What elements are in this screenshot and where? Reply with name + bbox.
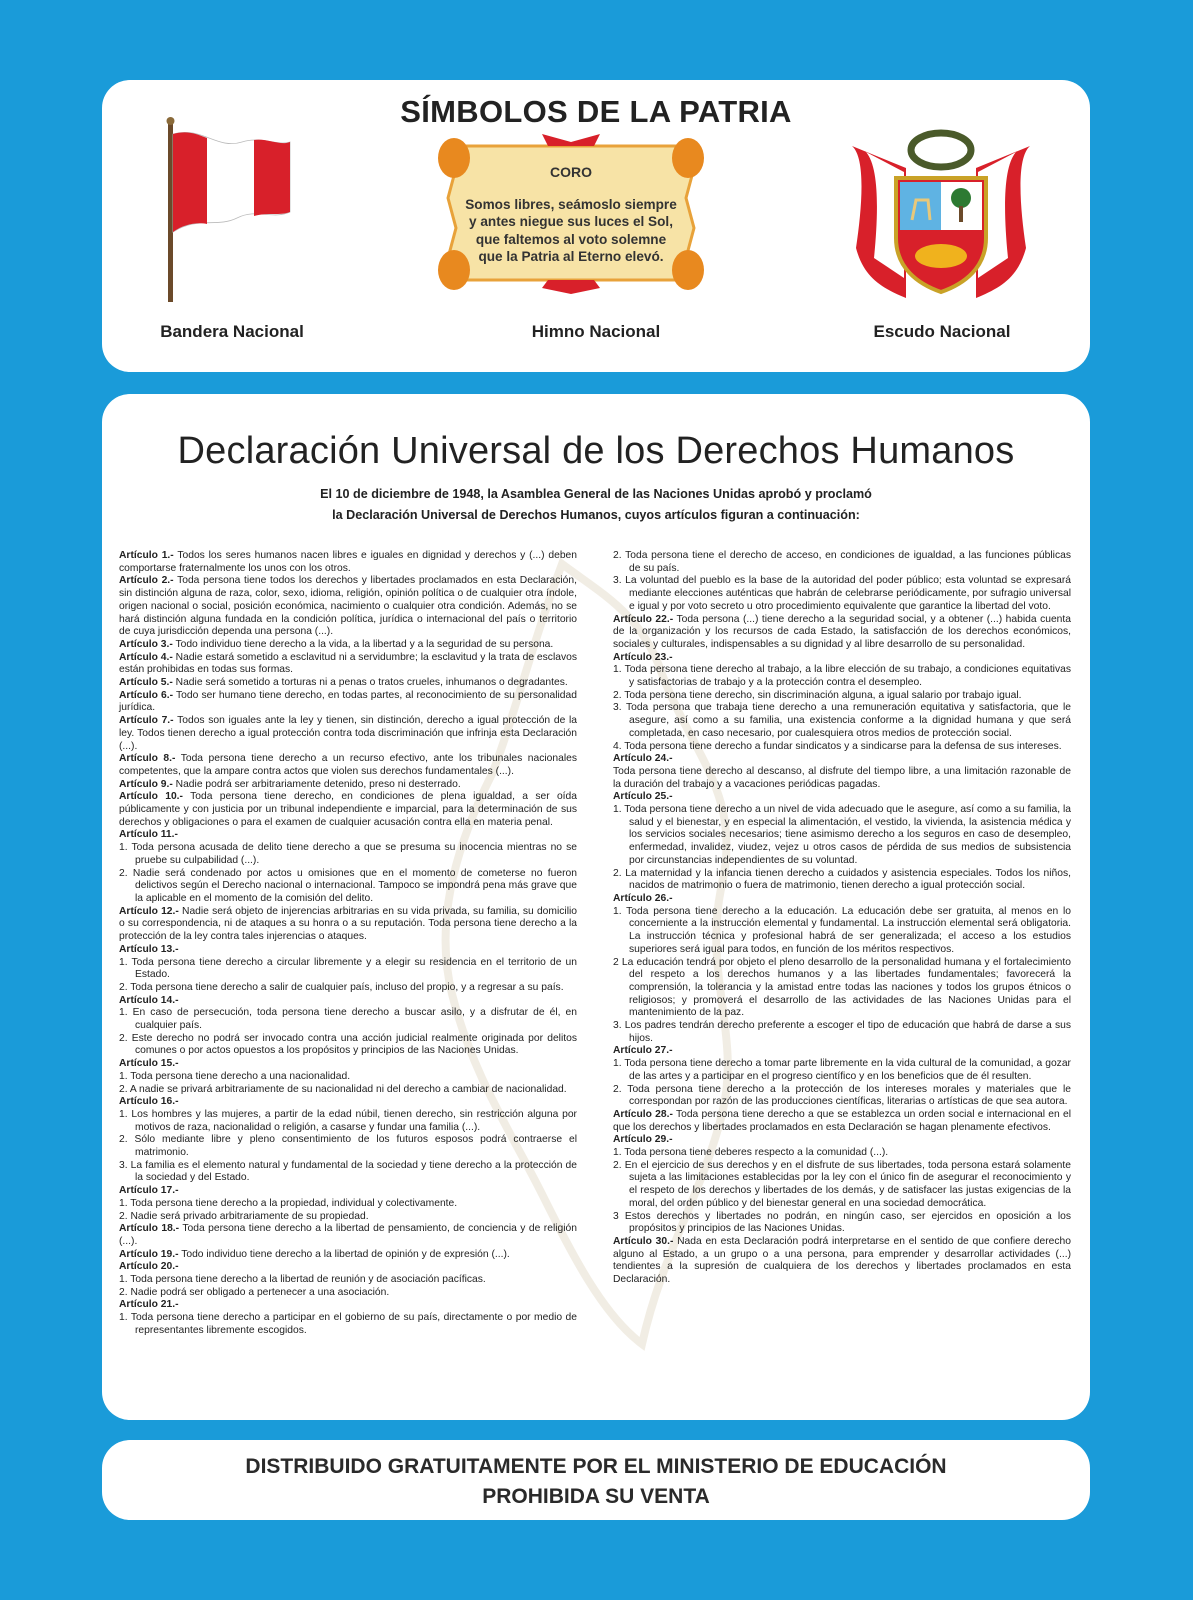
article-list-item (613, 741, 1071, 754)
article-label: Artículo 21.- (119, 1299, 179, 1311)
article-list-item (613, 804, 1071, 868)
footer-line: DISTRIBUIDO GRATUITAMENTE POR EL MINISTERIO DE EDUCACIÓN (245, 1455, 947, 1478)
article-list-item (119, 1312, 577, 1337)
article-text: Todo ser humano tiene derecho, en todas partes, al reconocimiento de su personalidad jurídica. (119, 689, 577, 714)
article-label: Artículo 19.- (119, 1248, 179, 1260)
article-paragraph (119, 652, 577, 677)
article-text: 1. Toda persona tiene derecho al trabajo, a la libre elección de su trabajo, a condiciones equitativas y satisfactorias de trabajo y a la protección contra el desempleo. (613, 664, 1071, 689)
anthem-line: que faltemos al voto solemne (475, 231, 667, 247)
article-paragraph (119, 779, 577, 792)
anthem-line: Somos libres, seámoslo siempre (465, 196, 677, 212)
article-label: Artículo 9.- (119, 778, 173, 790)
article-text: 1. Toda persona tiene derecho a un nivel de vida adecuado que le asegure, así como a su familia, la salud y el bienestar, y en especial la alimentación, el vestido, la vivienda, la asistencia médica y los servicios sociales necesarios; tiene asimismo derecho a los seguros en caso de desempleo, enfermedad, invalidez, viudez, vejez u otros casos de pérdida de sus medios de subsistencia por circunstancias independientes de su voluntad. (613, 804, 1071, 866)
article-text: Toda persona tiene derecho a la libertad de pensamiento, de conciencia y de religión (...). (119, 1223, 577, 1247)
article-label: Artículo 13.- (119, 943, 179, 955)
article-label: Artículo 2.- (119, 575, 174, 587)
article-label: Artículo 10.- (119, 791, 183, 803)
article-label: Artículo 6.- (119, 689, 174, 701)
article-list-item (613, 1147, 1071, 1160)
article-paragraph (119, 1185, 577, 1198)
article-list-item (119, 1160, 577, 1185)
article-list-item (119, 1071, 577, 1084)
article-paragraph (613, 1236, 1071, 1287)
symbols-panel (102, 80, 1090, 372)
article-text: 1. Toda persona tiene derecho a la propiedad, individual y colectivamente. (119, 1197, 458, 1209)
declaration-title: Declaración Universal de los Derechos Humanos (177, 430, 1015, 472)
article-label: Artículo 17.- (119, 1185, 179, 1197)
article-list-item (119, 868, 577, 906)
article-text: 3. La voluntad del pueblo es la base de la autoridad del poder público; esta voluntad se expresará mediante elecciones auténticas que habrán de celebrarse periódicamente, por sufragio universal e igual y por voto secreto u otro procedimiento equivalente que garantice la libertad del voto. (613, 575, 1071, 612)
declaration-panel (102, 394, 1090, 1420)
article-paragraph (613, 652, 1071, 665)
anthem-line: que la Patria al Eterno elevó. (478, 249, 664, 264)
article-text: Toda persona tiene todos los derechos y libertades proclamados en esta Declaración, sin distinción alguna de raza, color, sexo, idioma, religión, opinión política o de cualquier otra índole, origen nacional o social, posición económica, nacimiento o cualquier otra condición. Además, no se hará distinción alguna fundada en la condición política, jurídica o internacional del país o territorio de cuya jurisdicción dependa una persona (...). (119, 575, 577, 638)
article-label: Artículo 12.- (119, 905, 179, 917)
article-text: Nadie estará sometido a esclavitud ni a servidumbre; la esclavitud y la trata de esclavos están prohibidas en todas sus formas. (119, 651, 577, 676)
article-paragraph (119, 550, 577, 575)
article-text: Toda persona tiene derecho, en condiciones de plena igualdad, a ser oída públicamente y con justicia por un tribunal independiente e imparcial, para la determinación de sus derechos y obligaciones o para el examen de cualquier acusación contra ella en materia penal. (119, 791, 577, 828)
article-label: Artículo 29.- (613, 1134, 673, 1146)
national-flag-image (162, 116, 302, 306)
article-label: Artículo 1.- (119, 550, 174, 561)
article-label: Artículo 14.- (119, 994, 179, 1006)
article-text: Todos son iguales ante la ley y tienen, sin distinción, derecho a igual protección de la ley. Todos tienen derecho a igual protección contra toda discriminación que infrinja esta Declaración (...). (119, 715, 577, 752)
article-paragraph (613, 1045, 1071, 1058)
article-text: Nada en esta Declaración podrá interpretarse en el sentido de que confiere derecho alguno al Estado, a un grupo o a una persona, para emprender y desarrollar actividades (...) tendientes a la supresión de cualquiera de los derechos y libertades proclamados en esta Declaración. (613, 1235, 1071, 1286)
articles-right-column (613, 550, 1071, 1287)
article-list-item (613, 1160, 1071, 1211)
article-list-item (119, 1134, 577, 1159)
article-label: Artículo 26.- (613, 892, 673, 904)
article-paragraph (119, 1261, 577, 1274)
article-label: Artículo 15.- (119, 1058, 179, 1070)
anthem-scroll (432, 128, 710, 300)
article-paragraph (119, 1223, 577, 1248)
article-text: Todo individuo tiene derecho a la libertad de opinión y de expresión (...). (178, 1248, 510, 1260)
article-list-item (613, 550, 1071, 575)
article-text: Toda persona tiene derecho a un recurso efectivo, ante los tribunales nacionales competentes, que la ampare contra actos que violen sus derechos fundamentales (...). (119, 753, 577, 777)
article-list-item (613, 1211, 1071, 1236)
article-label: Artículo 11.- (119, 829, 178, 841)
article-paragraph (119, 715, 577, 753)
national-shield-image (846, 128, 1036, 308)
article-label: Artículo 7.- (119, 715, 174, 727)
shield-caption: Escudo Nacional (873, 322, 1011, 341)
article-text: Nadie podrá ser arbitrariamente detenido, preso ni desterrado. (172, 778, 461, 790)
article-list-item (119, 1287, 577, 1300)
article-list-item (613, 664, 1071, 689)
article-list-item (613, 766, 1071, 791)
article-list-item (613, 575, 1071, 613)
footer-line: PROHIBIDA SU VENTA (482, 1485, 710, 1508)
article-list-item (613, 868, 1071, 893)
article-text: 2. Nadie podrá ser obligado a pertenecer a una asociación. (119, 1286, 390, 1298)
article-text: 1. Toda persona acusada de delito tiene derecho a que se presuma su inocencia mientras no se pruebe su culpabilidad (...). (119, 842, 577, 866)
footer-panel (102, 1440, 1090, 1520)
article-paragraph (613, 1109, 1071, 1134)
article-label: Artículo 18.- (119, 1223, 180, 1235)
article-paragraph (119, 791, 577, 829)
article-text: 2. Nadie será privado arbitrariamente de su propiedad. (119, 1210, 369, 1222)
article-text: 2. Toda persona tiene el derecho de acceso, en condiciones de igualdad, a las funciones públicas de su país. (613, 550, 1071, 574)
article-paragraph (119, 829, 577, 842)
article-list-item (119, 842, 577, 867)
article-list-item (119, 1007, 577, 1032)
article-text: Todos los seres humanos nacen libres e iguales en dignidad y derechos y (...) deben comportarse fraternalmente los unos con los otros. (119, 550, 577, 574)
article-text: 2 La educación tendrá por objeto el pleno desarrollo de la personalidad humana y el fortalecimiento del respeto a los derechos humanos y a las libertades fundamentales; favorecerá la comprensión, la tolerancia y la amistad entre todas las naciones y todos los grupos étnicos o religiosos; y promoverá el desarrollo de las actividades de las Naciones Unidas para el mantenimiento de la paz. (613, 956, 1071, 1019)
article-paragraph (119, 1249, 577, 1262)
article-text: Toda persona (...) tiene derecho a la seguridad social, y a obtener (...) habida cuenta de la organización y los recursos de cada Estado, la satisfacción de los derechos económicos, sociales y culturales, indispensables a su dignidad y al libre desarrollo de su personalidad. (613, 613, 1071, 650)
article-text: Todo individuo tiene derecho a la vida, a la libertad y a la seguridad de su persona. (172, 638, 554, 650)
article-text: 2. Sólo mediante libre y pleno consentimiento de los futuros esposos podrá contraerse el matrimonio. (119, 1134, 577, 1159)
article-list-item (119, 1033, 577, 1058)
article-text: 3 Estos derechos y libertades no podrán, en ningún caso, ser ejercidos en oposición a los propósitos y principios de las Naciones Unidas. (613, 1210, 1071, 1235)
article-text: 2. La maternidad y la infancia tienen derecho a cuidados y asistencia especiales. Todos los niños, nacidos de matrimonio o fuera de matrimonio, tienen derecho a igual protección social. (613, 867, 1071, 892)
article-list-item (119, 1211, 577, 1224)
article-paragraph (119, 995, 577, 1008)
article-list-item (613, 1084, 1071, 1109)
article-text: Nadie será objeto de injerencias arbitrarias en su vida privada, su familia, su domicilio o su correspondencia, ni de ataques a su honra o a su reputación. Toda persona tiene derecho a la protección de la ley contra tales injerencias o ataques. (119, 905, 577, 943)
article-list-item (613, 1058, 1071, 1083)
anthem-line: y antes niegue sus luces el Sol, (469, 214, 673, 229)
article-label: Artículo 3.- (119, 638, 173, 650)
article-list-item (613, 1020, 1071, 1045)
article-list-item (119, 1274, 577, 1287)
article-paragraph (613, 791, 1071, 804)
flag-caption: Bandera Nacional (160, 322, 304, 341)
article-text: 3. Toda persona que trabaja tiene derecho a una remuneración equitativa y satisfactoria, que le asegure, así como a su familia, una existencia conforme a la dignidad humana y que será completada, en caso necesario, por cualesquiera otros medios de protección social. (613, 702, 1071, 739)
article-label: Artículo 23.- (613, 651, 673, 663)
anthem-chorus (462, 164, 680, 266)
intro-line: El 10 de diciembre de 1948, la Asamblea General de las Naciones Unidas aprobó y proclamó (320, 487, 872, 501)
article-paragraph (119, 753, 577, 778)
article-list-item (613, 906, 1071, 957)
intro-line: la Declaración Universal de Derechos Humanos, cuyos artículos figuran a continuación: (332, 508, 860, 522)
article-label: Artículo 16.- (119, 1096, 179, 1108)
article-text: 2. Nadie será condenado por actos u omisiones que en el momento de cometerse no fueron delictivos según el Derecho nacional o internacional. Tampoco se impondrá pena más grave que la aplicable en el momento de la comisión del delito. (119, 867, 577, 904)
article-text: 2. Este derecho no podrá ser invocado contra una acción judicial realmente originada por delitos comunes o por actos opuestos a los propósitos y principios de las Naciones Unidas. (119, 1032, 577, 1057)
article-text: 2. A nadie se privará arbitrariamente de su nacionalidad ni del derecho a cambiar de nacionalidad. (119, 1083, 567, 1095)
article-label: Artículo 4.- (119, 651, 173, 663)
article-label: Artículo 5.- (119, 677, 173, 689)
article-paragraph (613, 753, 1071, 766)
article-text: 1. Toda persona tiene derecho a la educación. La educación debe ser gratuita, al menos en lo concerniente a la instrucción elemental y fundamental. La instrucción elemental será obligatoria. La instrucción técnica y profesional habrá de ser generalizada; el acceso a los estudios superiores será igual para todos, en función de los méritos respectivos. (613, 905, 1071, 955)
article-text: 1. Los hombres y las mujeres, a partir de la edad núbil, tienen derecho, sin restricción alguna por motivos de raza, nacionalidad o religión, a casarse y fundar una familia (...). (119, 1108, 577, 1133)
article-text: 4. Toda persona tiene derecho a fundar sindicatos y a sindicarse para la defensa de sus intereses. (613, 740, 1062, 752)
article-text: 3. La familia es el elemento natural y fundamental de la sociedad y tiene derecho a la protección de la sociedad y del Estado. (119, 1159, 577, 1184)
article-paragraph (119, 575, 577, 639)
article-text: 1. Toda persona tiene derecho a participar en el gobierno de su país, directamente o por medio de representantes libremente escogidos. (119, 1312, 577, 1336)
article-label: Artículo 30.- (613, 1235, 674, 1247)
declaration-intro (102, 484, 1090, 526)
article-paragraph (119, 1096, 577, 1109)
article-label: Artículo 20.- (119, 1261, 179, 1273)
articles-left-column (119, 550, 577, 1338)
article-label: Artículo 22.- (613, 613, 674, 625)
article-text: 2. En el ejercicio de sus derechos y en el disfrute de sus libertades, toda persona estará solamente sujeta a las limitaciones establecidas por la ley con el único fin de asegurar el reconocimiento y el respeto de los derechos y libertades de los demás, y de satisfacer las justas exigencias de la moral, del orden público y del bienestar general en una sociedad democrática. (613, 1159, 1071, 1209)
article-paragraph (613, 1134, 1071, 1147)
article-paragraph (613, 893, 1071, 906)
article-label: Artículo 27.- (613, 1045, 673, 1057)
article-paragraph (119, 944, 577, 957)
article-paragraph (119, 690, 577, 715)
article-text: 2. Toda persona tiene derecho, sin discriminación alguna, a igual salario por trabajo igual. (613, 689, 1022, 701)
anthem-heading: CORO (550, 164, 592, 180)
article-list-item (119, 982, 577, 995)
article-paragraph (119, 906, 577, 944)
article-text: 2. Toda persona tiene derecho a salir de cualquier país, incluso del propio, y a regresar a su país. (119, 981, 564, 993)
article-text: Nadie será sometido a torturas ni a penas o tratos crueles, inhumanos o degradantes. (172, 677, 568, 689)
article-label: Artículo 28.- (613, 1108, 673, 1120)
article-list-item (613, 702, 1071, 740)
article-list-item (119, 1084, 577, 1097)
article-list-item (119, 957, 577, 982)
symbols-title: SÍMBOLOS DE LA PATRIA (400, 94, 792, 129)
article-list-item (119, 1109, 577, 1134)
article-list-item (613, 957, 1071, 1021)
article-label: Artículo 24.- (613, 753, 673, 765)
article-label: Artículo 25.- (613, 791, 673, 803)
article-text: 1. Toda persona tiene derecho a la libertad de reunión y de asociación pacíficas. (119, 1274, 486, 1286)
article-paragraph (119, 1058, 577, 1071)
article-text: Toda persona tiene derecho al descanso, al disfrute del tiempo libre, a una limitación razonable de la duración del trabajo y a vacaciones periódicas pagadas. (613, 765, 1071, 790)
article-list-item (119, 1198, 577, 1211)
article-text: 3. Los padres tendrán derecho preferente a escoger el tipo de educación que habrá de darse a sus hijos. (613, 1020, 1071, 1044)
article-paragraph (119, 1299, 577, 1312)
footer-notice (102, 1452, 1090, 1512)
article-text: 1. Toda persona tiene deberes respecto a la comunidad (...). (613, 1147, 889, 1159)
article-text: 1. Toda persona tiene derecho a una nacionalidad. (119, 1070, 351, 1082)
article-text: 1. En caso de persecución, toda persona tiene derecho a buscar asilo, y a disfrutar de él, en cualquier país. (119, 1007, 577, 1032)
article-text: 1. Toda persona tiene derecho a tomar parte libremente en la vida cultural de la comunidad, a gozar de las artes y a participar en el progreso científico y en los beneficios que de él resulten. (613, 1058, 1071, 1082)
article-paragraph (119, 677, 577, 690)
anthem-caption: Himno Nacional (531, 322, 661, 341)
article-text: Toda persona tiene derecho a que se establezca un orden social e internacional en el que los derechos y libertades proclamados en esta Declaración se hagan plenamente efectivos. (613, 1108, 1071, 1133)
article-text: 1. Toda persona tiene derecho a circular libremente y a elegir su residencia en el territorio de un Estado. (119, 956, 577, 981)
article-label: Artículo 8.- (119, 753, 176, 765)
article-list-item (613, 690, 1071, 703)
article-text: 2. Toda persona tiene derecho a la protección de los intereses morales y materiales que le correspondan por razón de las producciones científicas, literarias o artísticas de que sea autora. (613, 1083, 1071, 1108)
article-paragraph (613, 614, 1071, 652)
article-paragraph (119, 639, 577, 652)
